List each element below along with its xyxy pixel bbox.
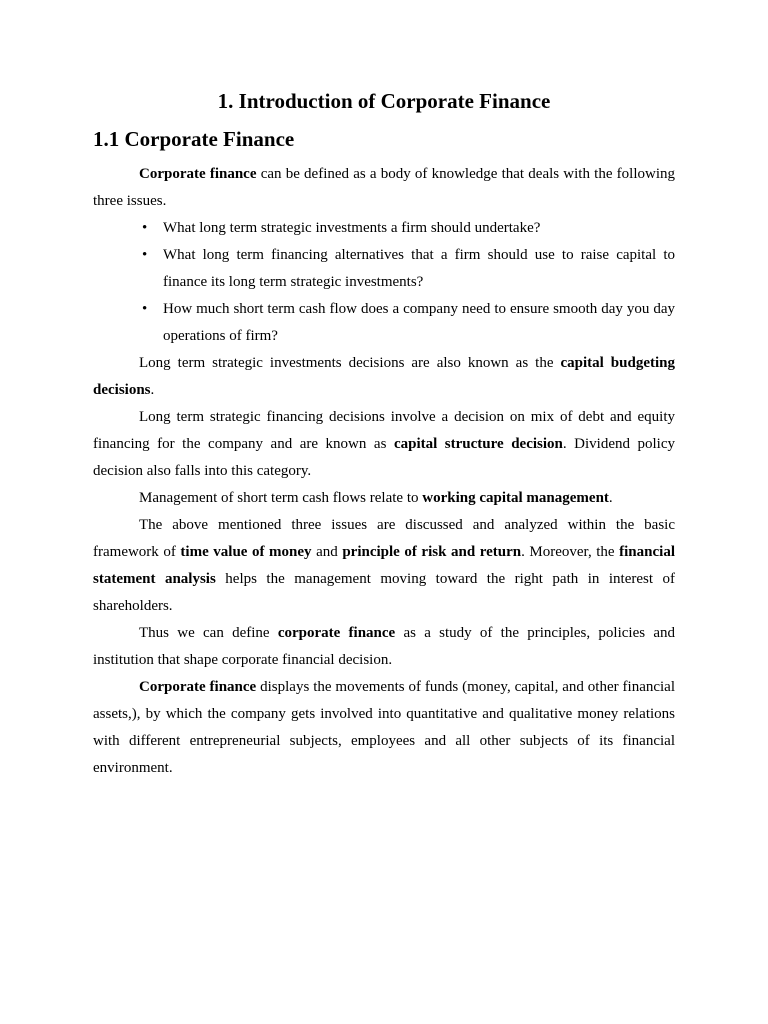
paragraph-text: Management of short term cash flows relate to — [139, 490, 423, 506]
paragraph-text: . — [608, 490, 613, 506]
issues-list — [93, 215, 675, 350]
list-item-text: How much short term cash flow does a company need to ensure smooth day you day operations of firm? — [163, 301, 675, 344]
bold-term: corporate finance — [277, 625, 396, 641]
section-heading: 1.1 Corporate Finance — [93, 127, 295, 151]
paragraph-text: . Moreover, the — [521, 544, 620, 560]
bold-term: capital structure decision — [393, 436, 563, 452]
bold-term: principle of risk and return — [342, 544, 522, 560]
bullet-icon: • — [142, 247, 148, 263]
paragraph-text: helps the management moving toward the right path in interest of shareholders. — [93, 571, 675, 614]
paragraph-text: and — [311, 544, 343, 560]
bold-term: working capital management — [422, 490, 609, 506]
list-item — [93, 242, 675, 296]
capital-structure-paragraph — [93, 404, 675, 485]
framework-paragraph — [93, 512, 675, 620]
list-item-text: What long term strategic investments a firm should undertake? — [163, 220, 541, 236]
bullet-icon: • — [142, 220, 148, 236]
paragraph-text: as a study of the principles, policies and institution that shape corporate financial decision. — [93, 625, 675, 668]
definition-paragraph — [93, 620, 675, 674]
document-title: 1. Introduction of Corporate Finance — [217, 89, 551, 113]
funds-movement-paragraph — [93, 674, 675, 782]
capital-budgeting-paragraph — [93, 350, 675, 404]
list-item-text: What long term financing alternatives that a firm should use to raise capital to finance its long term strategic investments? — [163, 247, 675, 290]
bold-term: Corporate finance — [139, 679, 257, 695]
list-item — [93, 296, 675, 350]
paragraph-text: Long term strategic investments decisions are also known as the — [139, 355, 561, 371]
paragraph-text: Long term strategic financing decisions involve a decision on mix of debt and equity financing for the company and are known as — [93, 409, 675, 452]
bold-term: Corporate finance — [139, 166, 257, 182]
document-page — [93, 87, 675, 782]
paragraph-text: Thus we can define — [139, 625, 278, 641]
paragraph-text: . — [150, 382, 155, 398]
paragraph-text: . Dividend policy decision also falls into this category. — [93, 436, 676, 479]
paragraph-text: can be defined as a body of knowledge that deals with the following three issues. — [93, 166, 675, 209]
bold-term: capital budgeting decisions — [93, 355, 675, 398]
working-capital-paragraph — [93, 485, 675, 512]
intro-paragraph — [93, 161, 675, 215]
bold-term: time value of money — [180, 544, 312, 560]
paragraph-text: displays the movements of funds (money, capital, and other financial assets,), by which the company gets involved into quantitative and qualitative money relations with different entrepreneurial subjects, employees and all other subjects of its financial environment. — [93, 679, 675, 776]
bold-term: financial statement analysis — [93, 544, 675, 587]
list-item — [93, 215, 675, 242]
paragraph-text: The above mentioned three issues are discussed and analyzed within the basic framework of — [93, 517, 675, 560]
bullet-icon: • — [142, 301, 148, 317]
